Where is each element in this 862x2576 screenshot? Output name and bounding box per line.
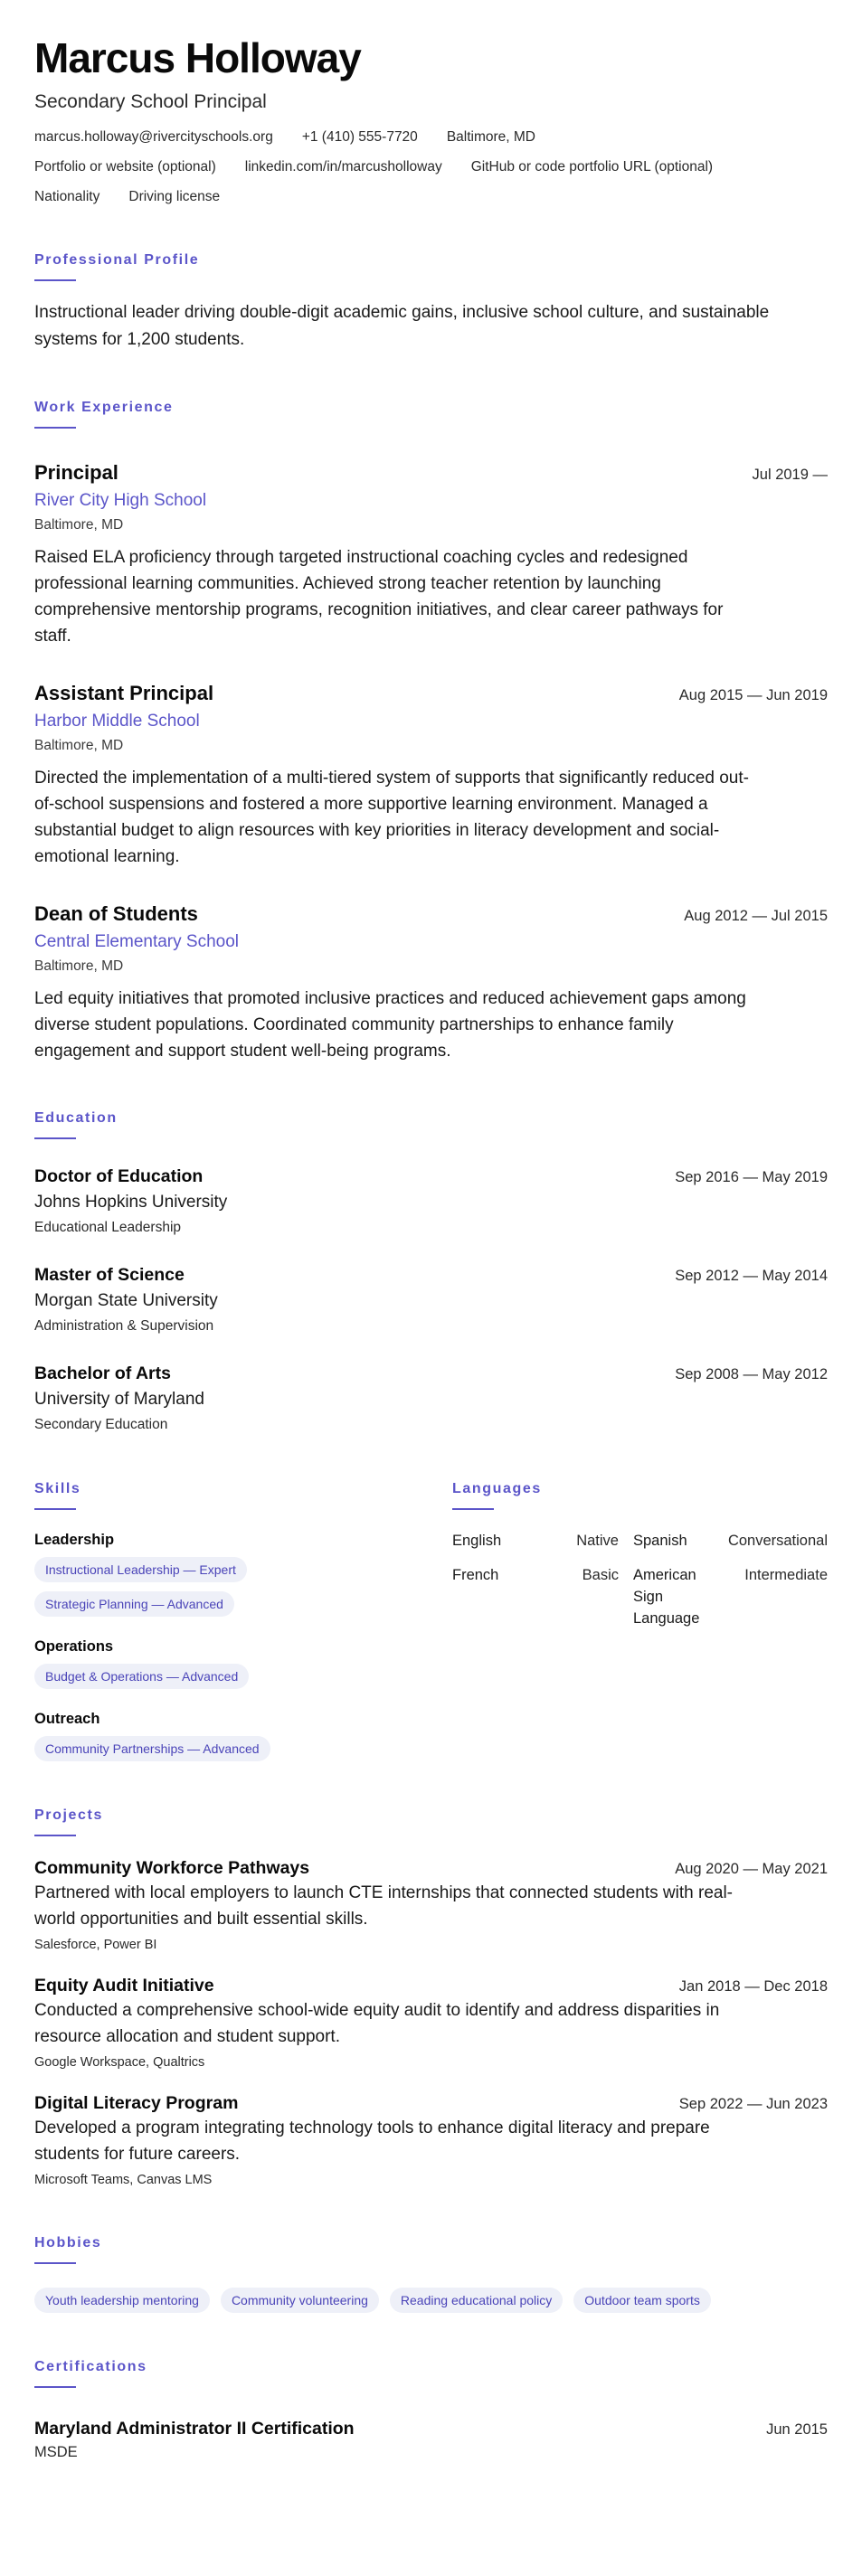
section-title: Certifications (34, 2359, 147, 2374)
job-title: Principal (34, 461, 118, 484)
skill-group (34, 1530, 452, 1617)
job-entry (34, 680, 828, 870)
skill-tag: Strategic Planning — Advanced (34, 1591, 234, 1617)
education-dates: Sep 2012 — May 2014 (675, 1268, 828, 1284)
resume-header (34, 31, 828, 206)
certification-entry (34, 2417, 828, 2462)
job-location: Baltimore, MD (34, 517, 124, 533)
section-title: Languages (452, 1481, 542, 1496)
hobby-tags (34, 2288, 828, 2313)
project-dates: Jan 2018 — Dec 2018 (678, 1978, 828, 1995)
project-title: Community Workforce Pathways (34, 1858, 310, 1878)
hobby-tag: Outdoor team sports (573, 2288, 711, 2313)
field-of-study: Administration & Supervision (34, 1318, 214, 1334)
project-description: Developed a program integrating technology tools to enhance digital literacy and prepare students for future careers. (34, 2118, 710, 2164)
project-tech: Microsoft Teams, Canvas LMS (34, 2173, 213, 2187)
skill-group (34, 1637, 452, 1689)
project-description: Partnered with local employers to launch CTE internships that connected students with real-world opportunities and built essential skills. (34, 1883, 734, 1929)
language-name: Spanish (633, 1533, 687, 1549)
job-location: Baltimore, MD (34, 738, 124, 753)
language-level: Basic (582, 1567, 619, 1583)
experience-section (34, 399, 828, 1064)
section-title: Projects (34, 1807, 103, 1823)
skill-tag: Instructional Leadership — Expert (34, 1557, 247, 1582)
skill-group (34, 1709, 452, 1761)
github-link[interactable]: GitHub or code portfolio URL (optional) (470, 159, 714, 175)
hobby-tag: Youth leadership mentoring (34, 2288, 210, 2313)
contact-row-personal (34, 188, 828, 206)
job-title: Dean of Students (34, 902, 198, 925)
skill-tag: Community Partnerships — Advanced (34, 1736, 270, 1761)
hobbies-section (34, 2234, 828, 2313)
job-entry (34, 459, 828, 649)
school-name: Johns Hopkins University (34, 1193, 228, 1212)
field-of-study: Educational Leadership (34, 1220, 182, 1235)
hobby-tag: Community volunteering (221, 2288, 379, 2313)
language-level: Intermediate (744, 1567, 828, 1583)
language-name: French (452, 1567, 499, 1583)
field-of-study: Secondary Education (34, 1417, 168, 1432)
contact-row-primary (34, 128, 828, 146)
company-name: Harbor Middle School (34, 712, 200, 731)
skills-section (34, 1480, 452, 1761)
job-description: Directed the implementation of a multi-tiered system of supports that significantly reduced out-of-school suspensions and fostered a more supportive learning environment. Managed a substantial budget to align resources with key priorities in literacy development and social-emotional learning. (34, 769, 749, 866)
email-link[interactable]: marcus.holloway@rivercityschools.org (34, 129, 273, 145)
section-divider (34, 1835, 76, 1836)
job-location: Baltimore, MD (34, 958, 124, 974)
certification-date: Jun 2015 (766, 2421, 828, 2438)
section-divider (34, 427, 76, 429)
job-description: Led equity initiatives that promoted inclusive practices and reduced achievement gaps among diverse student populations. Coordinated community partnerships to enhance family engagement and support student well-being programs. (34, 989, 746, 1061)
school-name: University of Maryland (34, 1390, 204, 1409)
education-entry (34, 1362, 828, 1435)
project-entry (34, 2091, 828, 2189)
language-level: Native (576, 1533, 619, 1549)
job-dates: Aug 2015 — Jun 2019 (678, 687, 828, 703)
project-title: Digital Literacy Program (34, 2093, 239, 2113)
degree-title: Master of Science (34, 1265, 185, 1285)
skill-group-title: Operations (34, 1638, 114, 1655)
project-dates: Sep 2022 — Jun 2023 (678, 2096, 828, 2112)
project-description: Conducted a comprehensive school-wide equity audit to identify and address disparities in resource allocation and student support. (34, 2001, 720, 2046)
candidate-role: Secondary School Principal (34, 91, 267, 112)
company-name: River City High School (34, 491, 207, 510)
section-divider (34, 2262, 76, 2264)
phone-number[interactable]: +1 (410) 555-7720 (301, 129, 418, 145)
section-divider (34, 279, 76, 281)
projects-section (34, 1807, 828, 2189)
language-level: Conversational (727, 1533, 828, 1549)
skill-tag: Budget & Operations — Advanced (34, 1664, 249, 1689)
language-name: English (452, 1533, 502, 1549)
job-dates: Aug 2012 — Jul 2015 (684, 908, 828, 924)
hobby-tag: Reading educational policy (390, 2288, 563, 2313)
certification-title: Maryland Administrator II Certification (34, 2419, 355, 2439)
profile-summary: Instructional leader driving double-digit academic gains, inclusive school culture, and sustainable systems for 1,200 students. (34, 303, 770, 349)
linkedin-link[interactable]: linkedin.com/in/marcusholloway (244, 159, 442, 175)
license-text: Driving license (128, 189, 221, 204)
skills-languages-row (34, 1480, 828, 1761)
job-dates: Jul 2019 — (752, 467, 828, 483)
education-section (34, 1109, 828, 1435)
education-entry (34, 1263, 828, 1336)
certification-issuer: MSDE (34, 2444, 78, 2460)
profile-section (34, 251, 828, 354)
section-title: Work Experience (34, 400, 174, 415)
location-text: Baltimore, MD (446, 129, 535, 145)
language-name: American Sign Language (633, 1567, 700, 1627)
degree-title: Bachelor of Arts (34, 1363, 171, 1383)
certifications-section (34, 2358, 828, 2462)
contact-row-links (34, 158, 828, 176)
section-divider (34, 1508, 76, 1510)
project-entry (34, 1974, 828, 2071)
company-name: Central Elementary School (34, 932, 239, 951)
section-divider (34, 2386, 76, 2388)
nationality-text: Nationality (34, 189, 100, 204)
school-name: Morgan State University (34, 1291, 218, 1310)
skill-group-title: Leadership (34, 1532, 115, 1548)
project-tech: Google Workspace, Qualtrics (34, 2055, 205, 2070)
degree-title: Doctor of Education (34, 1166, 204, 1186)
project-title: Equity Audit Initiative (34, 1976, 214, 1996)
candidate-name: Marcus Holloway (34, 34, 361, 81)
job-description: Raised ELA proficiency through targeted instructional coaching cycles and redesigned professional learning communities. Achieved strong teacher retention by launching comprehensive mentorship programs, recognition initiatives, and clear career pathways for staff. (34, 548, 724, 646)
section-title: Hobbies (34, 2235, 102, 2250)
section-title: Education (34, 1110, 118, 1126)
section-title: Professional Profile (34, 252, 200, 268)
portfolio-link[interactable]: Portfolio or website (optional) (34, 159, 216, 175)
project-entry (34, 1856, 828, 1954)
project-dates: Aug 2020 — May 2021 (675, 1861, 828, 1877)
section-divider (452, 1508, 494, 1510)
skill-group-title: Outreach (34, 1711, 100, 1727)
education-dates: Sep 2008 — May 2012 (675, 1366, 828, 1382)
section-title: Skills (34, 1481, 81, 1496)
job-entry (34, 901, 828, 1064)
languages-grid (452, 1530, 828, 1629)
education-entry (34, 1165, 828, 1238)
education-dates: Sep 2016 — May 2019 (675, 1169, 828, 1185)
section-divider (34, 1137, 76, 1139)
job-title: Assistant Principal (34, 682, 214, 704)
languages-section (452, 1480, 828, 1761)
project-tech: Salesforce, Power BI (34, 1938, 157, 1952)
